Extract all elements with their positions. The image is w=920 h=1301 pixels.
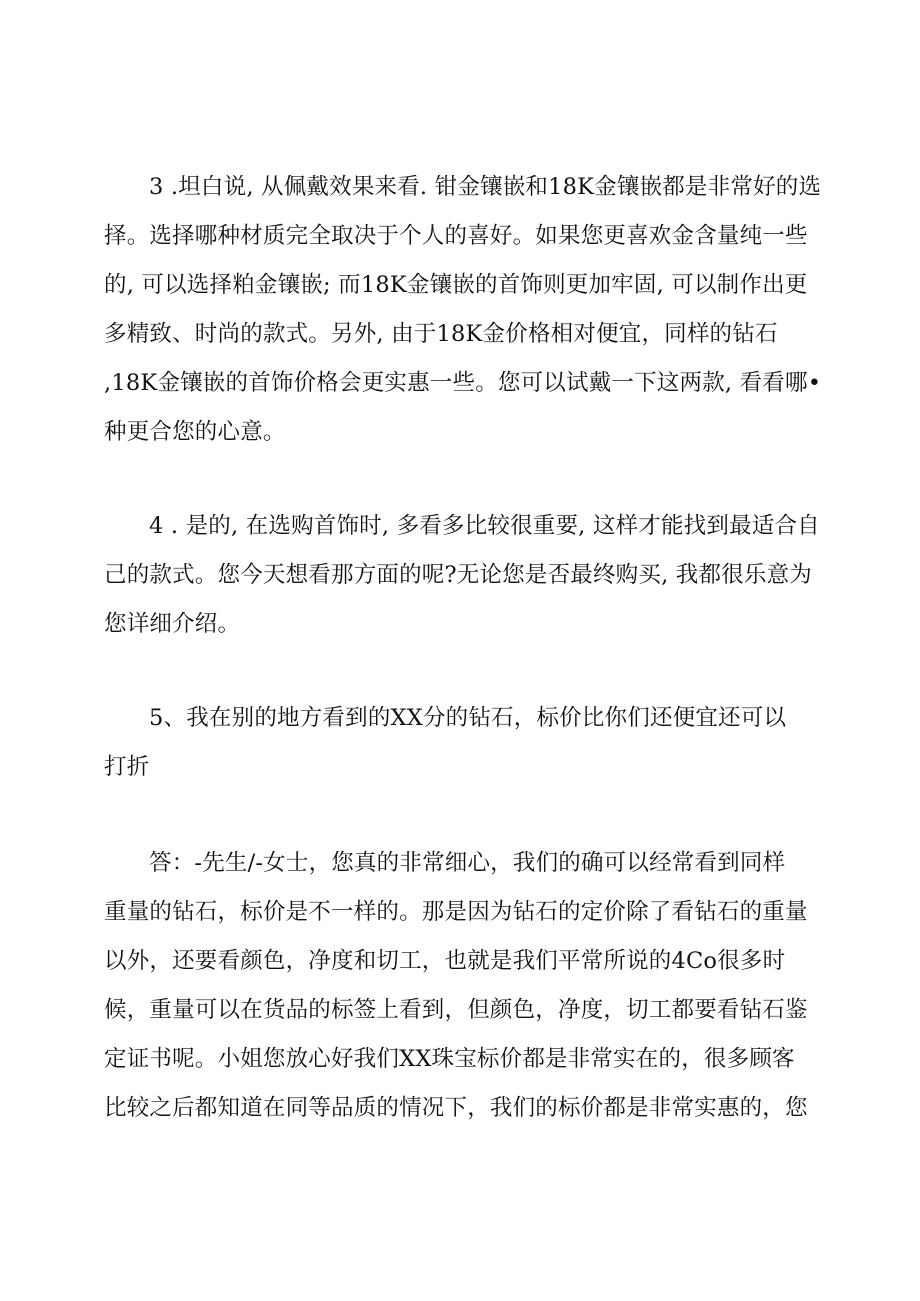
text-line: 种更合您的心意。: [104, 419, 286, 445]
text-line: 定证书呢。小姐您放心好我们XX珠宝标价都是非常实在的，很多顾客: [104, 1046, 795, 1072]
text-line: 5、我在别的地方看到的XX分的钻石，标价比你们还便宜还可以: [149, 705, 787, 731]
text-line: 以外，还要看颜色，净度和切工，也就是我们平常所说的4Co很多时: [104, 948, 786, 974]
text-line: 答：-先生/-女士，您真的非常细心，我们的确可以经常看到同样: [149, 850, 786, 876]
text-line: 比较之后都知道在同等品质的情况下，我们的标价都是非常实惠的，您: [104, 1095, 808, 1121]
text-line: 打折: [104, 754, 150, 780]
text-line: 己的款式。您今天想看那方面的呢?无论您是否最终购买, 我都很乐意为: [104, 562, 812, 588]
paragraph-4: [104, 502, 824, 649]
text-line: 择。选择哪种材质完全取决于个人的喜好。如果您更喜欢金含量纯一些: [104, 223, 808, 249]
text-line: 3 .坦白说, 从佩戴效果来看. 钳金镶嵌和18K金镶嵌都是非常好的选: [149, 174, 822, 200]
text-line: 的, 可以选择粕金镶嵌; 而18K金镶嵌的首饰则更加牢固, 可以制作出更: [104, 272, 808, 298]
text-line: 4 . 是的, 在选购首饰时, 多看多比较很重要, 这样才能找到最适合自: [149, 513, 820, 539]
text-line: ,18K金镶嵌的首饰价格会更实惠一些。您可以试戴一下这两款, 看看哪•: [104, 370, 822, 396]
text-line: 候，重量可以在货品的标签上看到，但颜色，净度，切工都要看钻石鉴: [104, 997, 808, 1023]
paragraph-3: [104, 163, 824, 457]
paragraph-answer: [104, 839, 824, 1133]
text-line: 您详细介绍。: [104, 611, 241, 637]
paragraph-5-question: [104, 694, 824, 792]
text-line: 重量的钻石，标价是不一样的。那是因为钻石的定价除了看钻石的重量: [104, 899, 808, 925]
text-line: 多精致、时尚的款式。另外, 由于18K金价格相对便宜，同样的钻石: [104, 321, 778, 347]
